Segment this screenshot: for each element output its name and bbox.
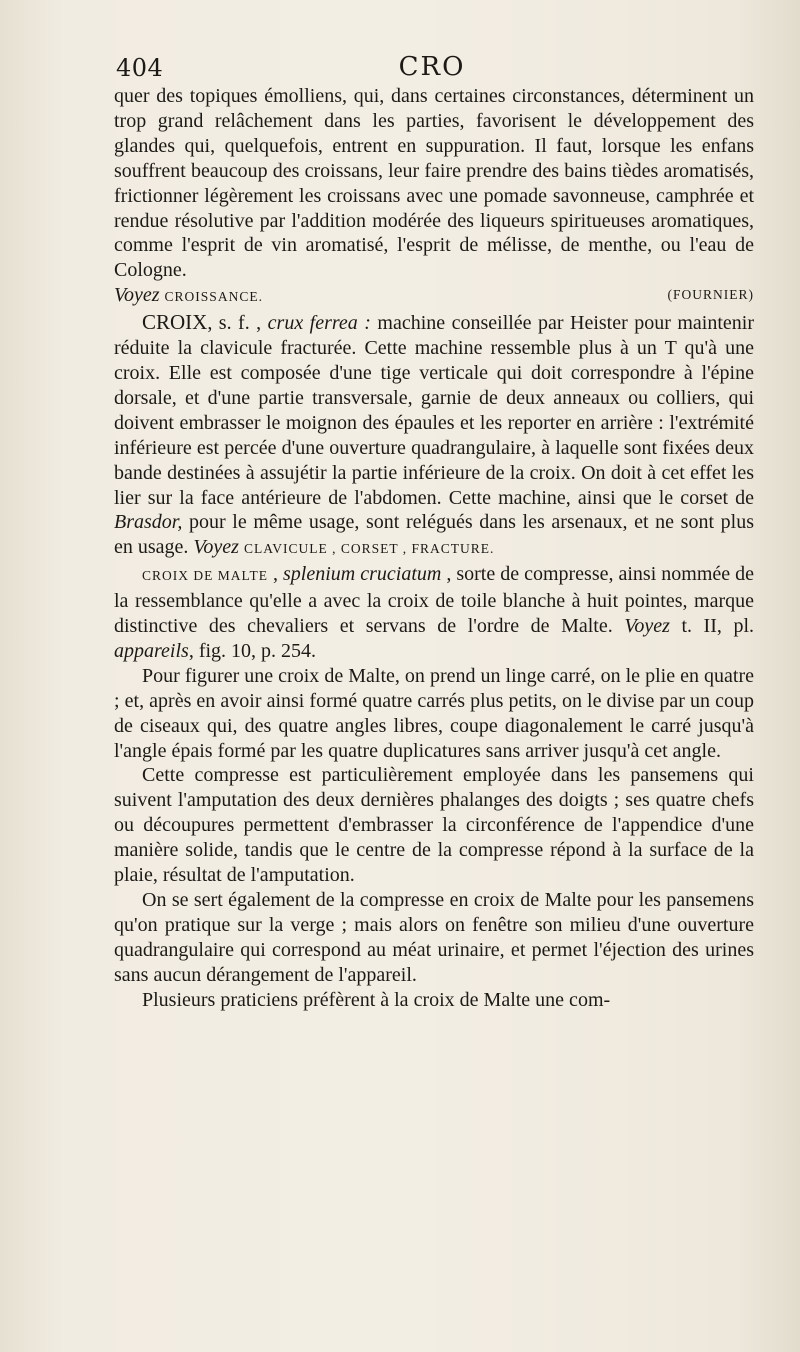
voyez-label: Voyez — [193, 536, 239, 559]
entry-headword: CROIX DE MALTE — [142, 568, 269, 584]
entry-text: pour le même usage, sont relégués dans les arsenaux, et ne sont plus en usage. — [114, 511, 754, 559]
entry-croix-de-malte — [114, 562, 754, 664]
paragraph-continued: Plusieurs praticiens préfèrent à la croix de Malte une com- — [142, 988, 611, 1011]
paragraph-croissans-end — [114, 84, 754, 283]
entry-text: machine conseillée par Heister pour maintenir réduite la clavicule fracturée. Cette machine ressemble plus à un T qu'à une croix. Elle est composée d'une tige verticale qui doit correspondre à l'épine dorsale, et d'une partie transversale, garnie de deux anneaux ou colliers, qui doivent embrasser le moignon des épaules et les reporter en arrière : l'extrémité inférieure est percée d'une ouverture quadrangulaire, à laquelle sont fixées deux bande destinées à assujétir la partie inférieure de la croix. On doit à cet effet les lier sur la face antérieure de l'abdomen. Cette machine, ainsi que le corset de — [114, 312, 755, 509]
voyez-label: Voyez — [624, 615, 670, 638]
figure-reference: , fig. 10, p. 254. — [188, 639, 317, 662]
punctuation: , — [268, 563, 284, 586]
paragraph-usage: Cette compresse est particulièrement employée dans les pansemens qui suivent l'amputation des deux dernières phalanges des doigts ; ses quatre chefs ou découpures permettent d'embrasser la circonférence de l'appendice d'une manière solide, tandis que le centre de la compresse répond à la surface de la plaie, résultat de l'amputation. — [114, 764, 754, 887]
entry-text: , sorte de compresse, ainsi nommée de la ressemblance qu'elle a avec la croix de toile blanche à huit pointes, marque distinctive des chevaliers et servans de l'ordre de Malte. — [114, 563, 755, 638]
paragraph-verge: On se sert également de la compresse en croix de Malte pour les pansemens qu'on pratique sur la verge ; mais alors on fenêtre son milieu d'une ouverture quadrangulaire qui correspond au méat urinaire, et permet l'éjection des urines sans aucun dérangement de l'appareil. — [114, 889, 754, 986]
entry-headword: CROIX — [142, 310, 208, 335]
page-number: 404 — [116, 54, 164, 82]
voyez-label: Voyez — [114, 284, 160, 307]
plate-title: appareils — [114, 639, 189, 662]
author-signature: (FOURNIER) — [667, 287, 754, 303]
volume-reference: t. II, pl. — [669, 615, 755, 638]
reference-line — [114, 283, 754, 310]
entry-croix — [114, 310, 754, 562]
running-head: CRO — [398, 52, 466, 82]
latin-term: crux ferrea : — [267, 312, 371, 335]
reference-croissance: CROISSANCE. — [164, 289, 263, 305]
article-body — [114, 84, 754, 1013]
paragraph-text: quer des topiques émolliens, qui, dans certaines circonstances, déterminent un trop grand relâchement dans les parties, favorisent le développement des glandes qui, quelquefois, entrent en suppuration. Il faut, lorsque les enfans souffrent beaucoup des croissans, leur faire prendre des bains tièdes aromatisés, frictionner légèrement les croissans avec une pomade savonneuse, camphrée et rendue résolutive par l'addition modérée des liqueurs spiritueuses aromatiques, comme l'esprit de vin aromatisé, l'esprit de mélisse, de menthe, ou l'eau de Cologne. — [114, 85, 754, 282]
page-header — [112, 50, 752, 86]
grammar-note: , s. f. , — [207, 312, 262, 335]
cross-references: CLAVICULE , CORSET , FRACTURE. — [243, 541, 495, 557]
paragraph-procedure: Pour figurer une croix de Malte, on prend un linge carré, on le plie en quatre ; et, après en avoir ainsi formé quatre carrés plus petits, on le divise par un coup de ciseaux qui, des quatre angles libres, coupe diagonalement le carré jusqu'à l'angle épais formé par les quatre duplicatures sans arriver jusqu'à cet angle. — [114, 664, 754, 762]
latin-term: splenium cruciatum — [283, 563, 442, 586]
author-name: Brasdor, — [114, 511, 183, 534]
see-also — [114, 283, 263, 310]
